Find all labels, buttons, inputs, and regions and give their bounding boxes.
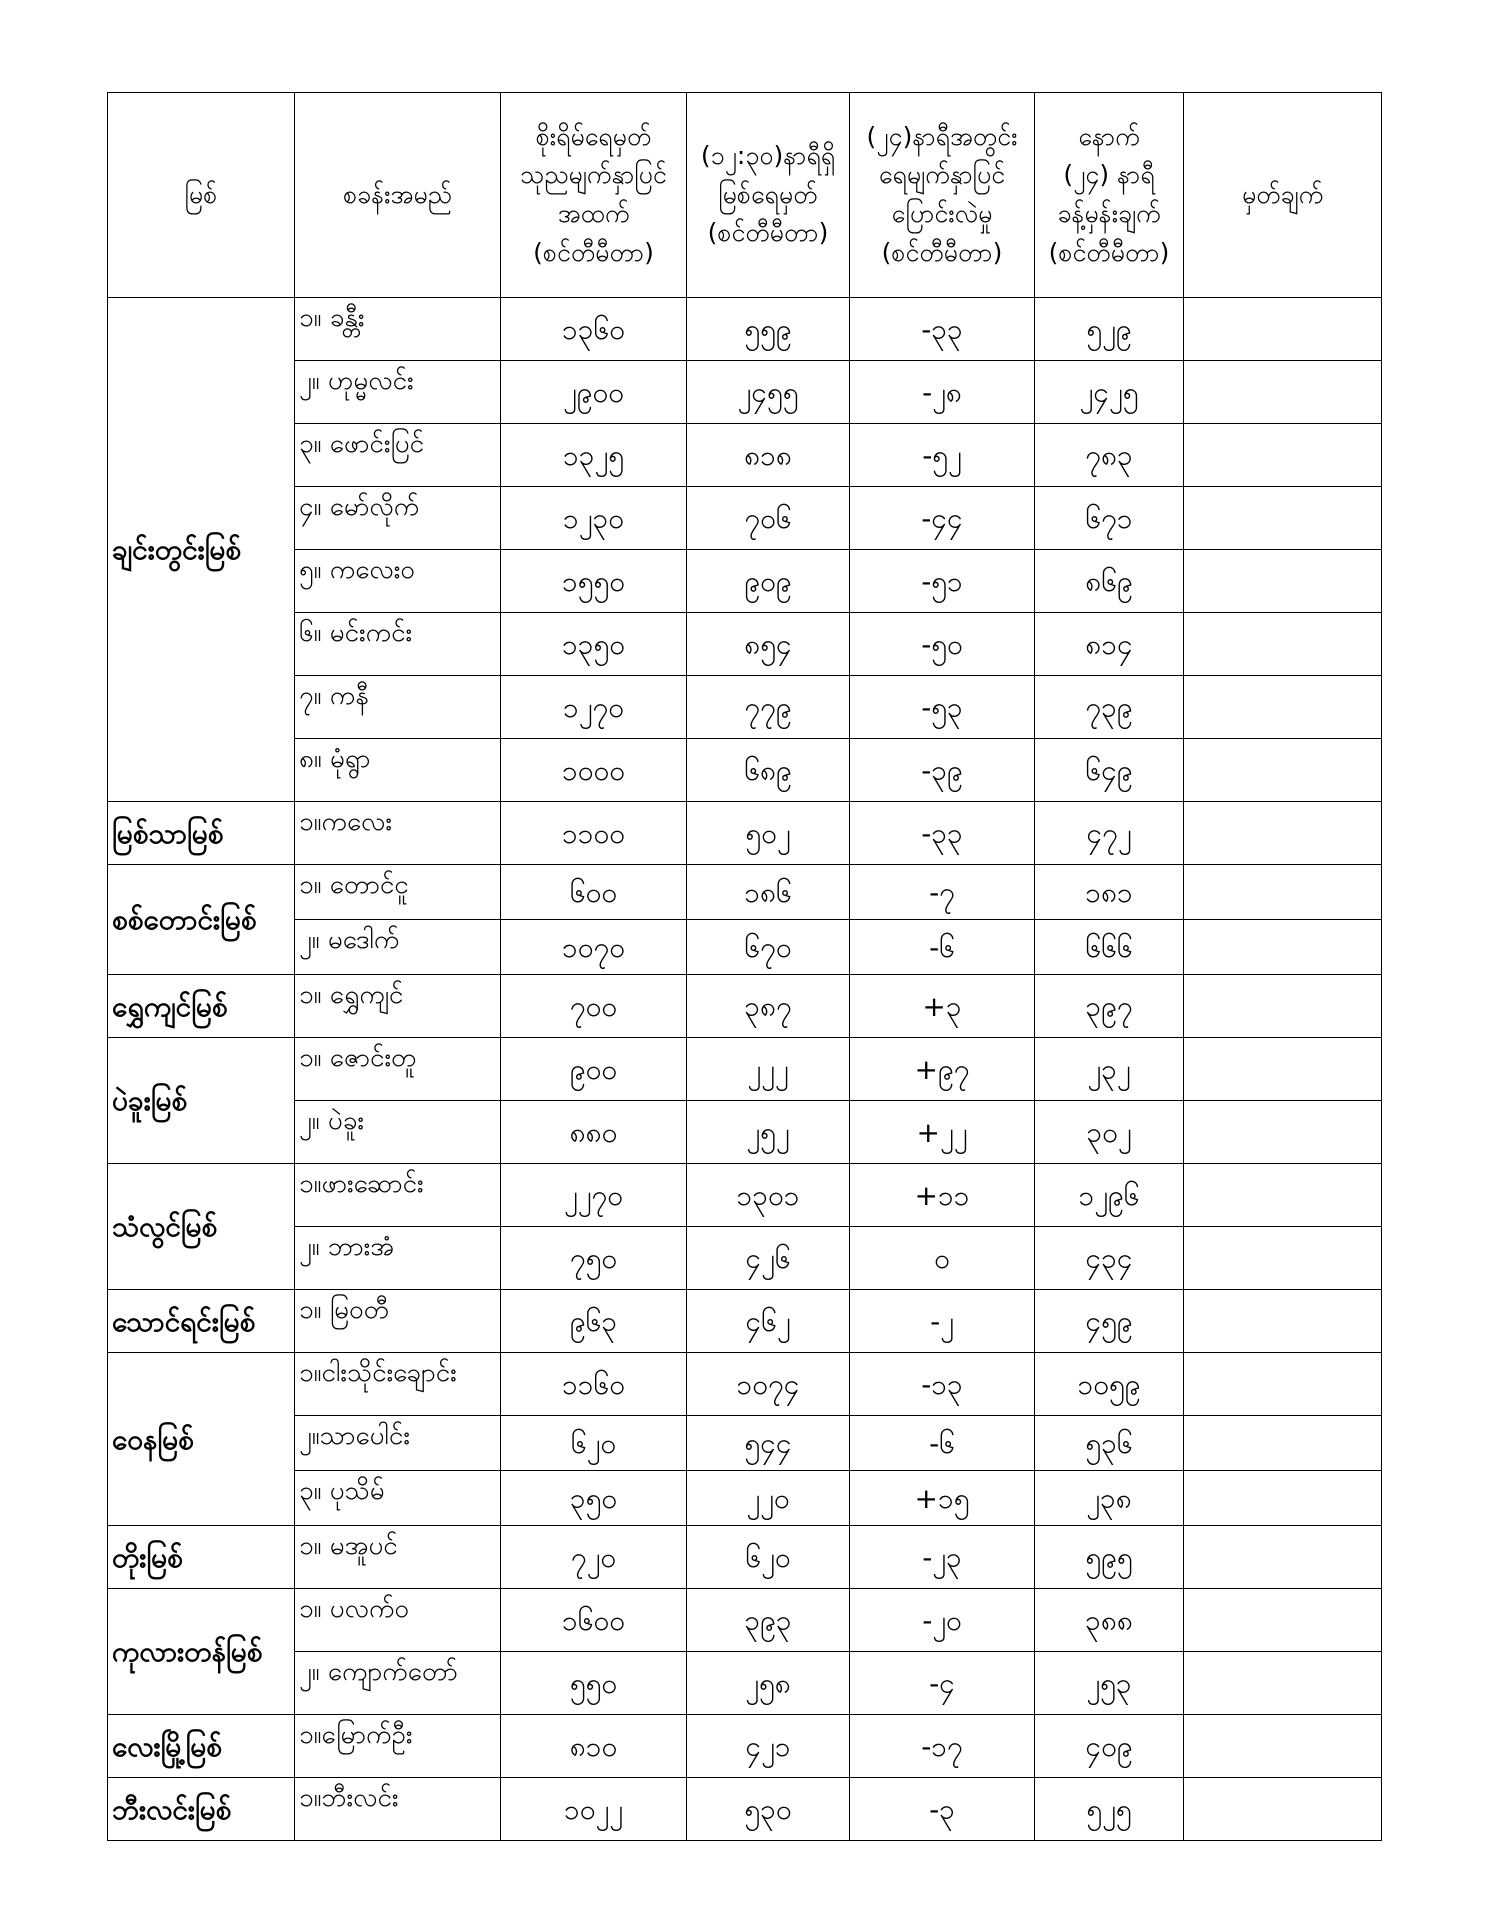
header-river	[108, 93, 295, 298]
water-level-cell: ၂၂၀	[687, 1471, 850, 1526]
change-cell: -၃၉	[850, 739, 1035, 802]
remarks-cell	[1184, 1290, 1382, 1353]
station-name: ၁။ဖားဆောင်း	[295, 1164, 501, 1227]
change-cell: -၄	[850, 1652, 1035, 1715]
table-row	[108, 613, 1382, 676]
header-line: မှတ်ချက်	[1241, 179, 1324, 209]
water-level-cell: ၃၉၃	[687, 1589, 850, 1652]
forecast-cell: ၅၂၉	[1035, 298, 1184, 361]
forecast-cell: ၆၄၉	[1035, 739, 1184, 802]
header-forecast	[1035, 93, 1184, 298]
header-danger-level	[501, 93, 687, 298]
station-name: ၂။သာပေါင်း	[295, 1416, 501, 1471]
header-line: ခန့်မှန်းချက်	[1057, 199, 1161, 228]
forecast-cell: ၅၂၅	[1035, 1778, 1184, 1841]
station-name: ၄။ မော်လိုက်	[295, 487, 501, 550]
water-level-cell: ၇၀၆	[687, 487, 850, 550]
water-level-cell: ၈၅၄	[687, 613, 850, 676]
change-cell: -၂	[850, 1290, 1035, 1353]
station-name: ၁။မြောက်ဦး	[295, 1715, 501, 1778]
forecast-cell: ၈၆၉	[1035, 550, 1184, 613]
header-line: နောက်	[1078, 121, 1140, 151]
river-name: လေးမြို့မြစ်	[108, 1715, 295, 1778]
table-row	[108, 1101, 1382, 1164]
change-cell: -၆	[850, 1416, 1035, 1471]
danger-level-cell: ၁၀၂၂	[501, 1778, 687, 1841]
danger-level-cell: ၂၂၇၀	[501, 1164, 687, 1227]
danger-level-cell: ၁၁၀၀	[501, 802, 687, 865]
forecast-cell: ၁၈၁	[1035, 865, 1184, 920]
table-row	[108, 1715, 1382, 1778]
station-name: ၇။ ကနီ	[295, 676, 501, 739]
remarks-cell	[1184, 1038, 1382, 1101]
forecast-cell: ၄၇၂	[1035, 802, 1184, 865]
change-cell: -၅၃	[850, 676, 1035, 739]
station-name: ၂။ မဒေါက်	[295, 920, 501, 975]
water-level-cell: ၆၇၀	[687, 920, 850, 975]
header-line: (စင်တီမီတာ)	[533, 237, 654, 267]
table-row	[108, 1416, 1382, 1471]
water-level-cell: ၄၂၁	[687, 1715, 850, 1778]
danger-level-cell: ၆၀၀	[501, 865, 687, 920]
change-cell: ၀	[850, 1227, 1035, 1290]
header-row	[108, 93, 1382, 298]
header-line: (စင်တီမီတာ)	[707, 218, 829, 248]
change-cell: -၂၃	[850, 1526, 1035, 1589]
station-name: ၁။ ဇောင်းတူ	[295, 1038, 501, 1101]
change-cell: +၉၇	[850, 1038, 1035, 1101]
station-name: ၁။ ခန္တီး	[295, 298, 501, 361]
change-cell: -၃၃	[850, 802, 1035, 865]
station-name: ၂။ ဘားအံ	[295, 1227, 501, 1290]
change-cell: -၃၃	[850, 298, 1035, 361]
remarks-cell	[1184, 1652, 1382, 1715]
river-name: ချင်းတွင်းမြစ်	[108, 298, 295, 802]
forecast-cell: ၂၃၂	[1035, 1038, 1184, 1101]
danger-level-cell: ၁၃၅၀	[501, 613, 687, 676]
remarks-cell	[1184, 1526, 1382, 1589]
table-row	[108, 1471, 1382, 1526]
water-level-cell: ၂၅၂	[687, 1101, 850, 1164]
danger-level-cell: ၁၁၆၀	[501, 1353, 687, 1416]
forecast-cell: ၇၃၉	[1035, 676, 1184, 739]
water-level-cell: ၂၅၈	[687, 1652, 850, 1715]
remarks-cell	[1184, 1101, 1382, 1164]
table-row	[108, 1290, 1382, 1353]
remarks-cell	[1184, 975, 1382, 1038]
danger-level-cell: ၁၃၂၅	[501, 424, 687, 487]
table-row	[108, 298, 1382, 361]
water-level-cell: ၇၇၉	[687, 676, 850, 739]
change-cell: -၁၇	[850, 1715, 1035, 1778]
danger-level-cell: ၁၀၇၀	[501, 920, 687, 975]
danger-level-cell: ၈၁၀	[501, 1715, 687, 1778]
change-cell: +၁၅	[850, 1471, 1035, 1526]
remarks-cell	[1184, 676, 1382, 739]
forecast-cell: ၂၃၈	[1035, 1471, 1184, 1526]
station-name: ၁။ငါးသိုင်းချောင်း	[295, 1353, 501, 1416]
table-row	[108, 1038, 1382, 1101]
forecast-cell: ၂၅၃	[1035, 1652, 1184, 1715]
header-line: စခန်းအမည်	[343, 179, 452, 209]
table-row	[108, 1778, 1382, 1841]
river-name: ဝေနမြစ်	[108, 1353, 295, 1526]
station-name: ၁။ တောင်ငူ	[295, 865, 501, 920]
table-row	[108, 802, 1382, 865]
danger-level-cell: ၁၃၆၀	[501, 298, 687, 361]
table-row	[108, 487, 1382, 550]
station-name: ၁။ကလေး	[295, 802, 501, 865]
forecast-cell: ၈၁၄	[1035, 613, 1184, 676]
water-level-cell: ၂၂၂	[687, 1038, 850, 1101]
remarks-cell	[1184, 1589, 1382, 1652]
danger-level-cell: ၇၂၀	[501, 1526, 687, 1589]
forecast-cell: ၃၉၇	[1035, 975, 1184, 1038]
remarks-cell	[1184, 298, 1382, 361]
forecast-cell: ၄၃၄	[1035, 1227, 1184, 1290]
change-cell: +၁၁	[850, 1164, 1035, 1227]
danger-level-cell: ၉၆၃	[501, 1290, 687, 1353]
danger-level-cell: ၁၆၀၀	[501, 1589, 687, 1652]
water-level-cell: ၉၀၉	[687, 550, 850, 613]
water-level-cell: ၅၀၂	[687, 802, 850, 865]
change-cell: +၃	[850, 975, 1035, 1038]
header-line: သုညမျက်နှာပြင်	[520, 160, 667, 190]
header-line: မြစ်	[184, 179, 218, 209]
remarks-cell	[1184, 1164, 1382, 1227]
water-level-cell: ၅၅၉	[687, 298, 850, 361]
forecast-cell: ၆၆၆	[1035, 920, 1184, 975]
header-line: မြစ်ရေမှတ်	[718, 179, 818, 209]
table-row	[108, 739, 1382, 802]
table-row	[108, 424, 1382, 487]
remarks-cell	[1184, 802, 1382, 865]
danger-level-cell: ၅၅၀	[501, 1652, 687, 1715]
change-cell: +၂၂	[850, 1101, 1035, 1164]
remarks-cell	[1184, 1227, 1382, 1290]
change-cell: -၁၃	[850, 1353, 1035, 1416]
table-row	[108, 975, 1382, 1038]
header-line: (စင်တီမီတာ)	[1048, 237, 1170, 267]
header-line: ရေမျက်နှာပြင်	[878, 160, 1006, 190]
river-name: မြစ်သာမြစ်	[108, 802, 295, 865]
forecast-cell: ၃၈၈	[1035, 1589, 1184, 1652]
forecast-cell: ၄၀၉	[1035, 1715, 1184, 1778]
header-line: (၂၄)နာရီအတွင်း	[866, 121, 1018, 151]
station-name: ၅။ ကလေးဝ	[295, 550, 501, 613]
remarks-cell	[1184, 1471, 1382, 1526]
river-name: သံလွင်မြစ်	[108, 1164, 295, 1290]
header-line: (စင်တီမီတာ)	[881, 237, 1003, 267]
remarks-cell	[1184, 550, 1382, 613]
danger-level-cell: ၁၂၃၀	[501, 487, 687, 550]
danger-level-cell: ၇၀၀	[501, 975, 687, 1038]
remarks-cell	[1184, 424, 1382, 487]
remarks-cell	[1184, 920, 1382, 975]
table-row	[108, 1589, 1382, 1652]
water-level-cell: ၆၂၀	[687, 1526, 850, 1589]
forecast-cell: ၃၀၂	[1035, 1101, 1184, 1164]
water-level-cell: ၅၄၄	[687, 1416, 850, 1471]
forecast-cell: ၄၅၉	[1035, 1290, 1184, 1353]
forecast-cell: ၁၂၉၆	[1035, 1164, 1184, 1227]
station-name: ၈။ မုံရွာ	[295, 739, 501, 802]
table-row	[108, 361, 1382, 424]
danger-level-cell: ၁၀၀၀	[501, 739, 687, 802]
river-name: စစ်တောင်းမြစ်	[108, 865, 295, 975]
change-cell: -၂၈	[850, 361, 1035, 424]
forecast-cell: ၆၇၁	[1035, 487, 1184, 550]
water-level-cell: ၄၂၆	[687, 1227, 850, 1290]
header-line: (၁၂:၃၀)နာရီရှိ	[700, 140, 836, 170]
river-name: ကုလားတန်မြစ်	[108, 1589, 295, 1715]
remarks-cell	[1184, 1353, 1382, 1416]
station-name: ၆။ မင်းကင်း	[295, 613, 501, 676]
change-cell: -၅၁	[850, 550, 1035, 613]
remarks-cell	[1184, 1715, 1382, 1778]
table-row	[108, 865, 1382, 920]
danger-level-cell: ၉၀၀	[501, 1038, 687, 1101]
water-level-cell: ၂၄၅၅	[687, 361, 850, 424]
table-row	[108, 1353, 1382, 1416]
change-cell: -၅၀	[850, 613, 1035, 676]
change-cell: -၇	[850, 865, 1035, 920]
water-level-cell: ၃၈၇	[687, 975, 850, 1038]
water-level-cell: ၁၃၀၁	[687, 1164, 850, 1227]
remarks-cell	[1184, 361, 1382, 424]
station-name: ၂။ ဟုမ္မလင်း	[295, 361, 501, 424]
station-name: ၁။ဘီးလင်း	[295, 1778, 501, 1841]
station-name: ၁။ ရွှေကျင်	[295, 975, 501, 1038]
remarks-cell	[1184, 739, 1382, 802]
change-cell: -၄၄	[850, 487, 1035, 550]
danger-level-cell: ၇၅၀	[501, 1227, 687, 1290]
change-cell: -၆	[850, 920, 1035, 975]
forecast-cell: ၇၈၃	[1035, 424, 1184, 487]
header-change	[850, 93, 1035, 298]
river-name: ပဲခူးမြစ်	[108, 1038, 295, 1164]
water-level-cell: ၄၆၂	[687, 1290, 850, 1353]
danger-level-cell: ၃၅၀	[501, 1471, 687, 1526]
table-row	[108, 1652, 1382, 1715]
header-remarks	[1184, 93, 1382, 298]
header-line: အထက်	[557, 199, 630, 228]
river-name: ဘီးလင်းမြစ်	[108, 1778, 295, 1841]
remarks-cell	[1184, 1416, 1382, 1471]
forecast-cell: ၅၉၅	[1035, 1526, 1184, 1589]
river-name: ရွှေကျင်မြစ်	[108, 975, 295, 1038]
table-row	[108, 920, 1382, 975]
remarks-cell	[1184, 487, 1382, 550]
station-name: ၂။ ကျောက်တော်	[295, 1652, 501, 1715]
water-level-cell: ၁၀၇၄	[687, 1353, 850, 1416]
water-level-cell: ၈၁၈	[687, 424, 850, 487]
remarks-cell	[1184, 865, 1382, 920]
header-line: ပြောင်းလဲမှု	[891, 199, 993, 228]
table-row	[108, 1526, 1382, 1589]
danger-level-cell: ၆၂၀	[501, 1416, 687, 1471]
station-name: ၁။ မအူပင်	[295, 1526, 501, 1589]
station-name: ၂။ ပဲခူး	[295, 1101, 501, 1164]
header-line: စိုးရိမ်ရေမှတ်	[535, 121, 652, 151]
table-body	[108, 298, 1382, 1841]
table-row	[108, 1164, 1382, 1227]
forecast-cell: ၁၀၅၉	[1035, 1353, 1184, 1416]
danger-level-cell: ၂၉၀၀	[501, 361, 687, 424]
river-name: သောင်ရင်းမြစ်	[108, 1290, 295, 1353]
header-water-level	[687, 93, 850, 298]
station-name: ၁။ မြဝတီ	[295, 1290, 501, 1353]
forecast-cell: ၅၃၆	[1035, 1416, 1184, 1471]
header-line: (၂၄) နာရီ	[1063, 160, 1155, 190]
water-level-table	[107, 92, 1382, 1841]
table-row	[108, 676, 1382, 739]
remarks-cell	[1184, 1778, 1382, 1841]
danger-level-cell: ၈၈၀	[501, 1101, 687, 1164]
table-row	[108, 1227, 1382, 1290]
station-name: ၃။ ဖောင်းပြင်	[295, 424, 501, 487]
change-cell: -၂၀	[850, 1589, 1035, 1652]
station-name: ၃။ ပုသိမ်	[295, 1471, 501, 1526]
change-cell: -၅၂	[850, 424, 1035, 487]
table-row	[108, 550, 1382, 613]
water-level-cell: ၁၈၆	[687, 865, 850, 920]
danger-level-cell: ၁၅၅၀	[501, 550, 687, 613]
forecast-cell: ၂၄၂၅	[1035, 361, 1184, 424]
river-name: တိုးမြစ်	[108, 1526, 295, 1589]
remarks-cell	[1184, 613, 1382, 676]
danger-level-cell: ၁၂၇၀	[501, 676, 687, 739]
header-station	[295, 93, 501, 298]
change-cell: -၃	[850, 1778, 1035, 1841]
station-name: ၁။ ပလက်ဝ	[295, 1589, 501, 1652]
water-level-cell: ၆၈၉	[687, 739, 850, 802]
water-level-cell: ၅၃၀	[687, 1778, 850, 1841]
